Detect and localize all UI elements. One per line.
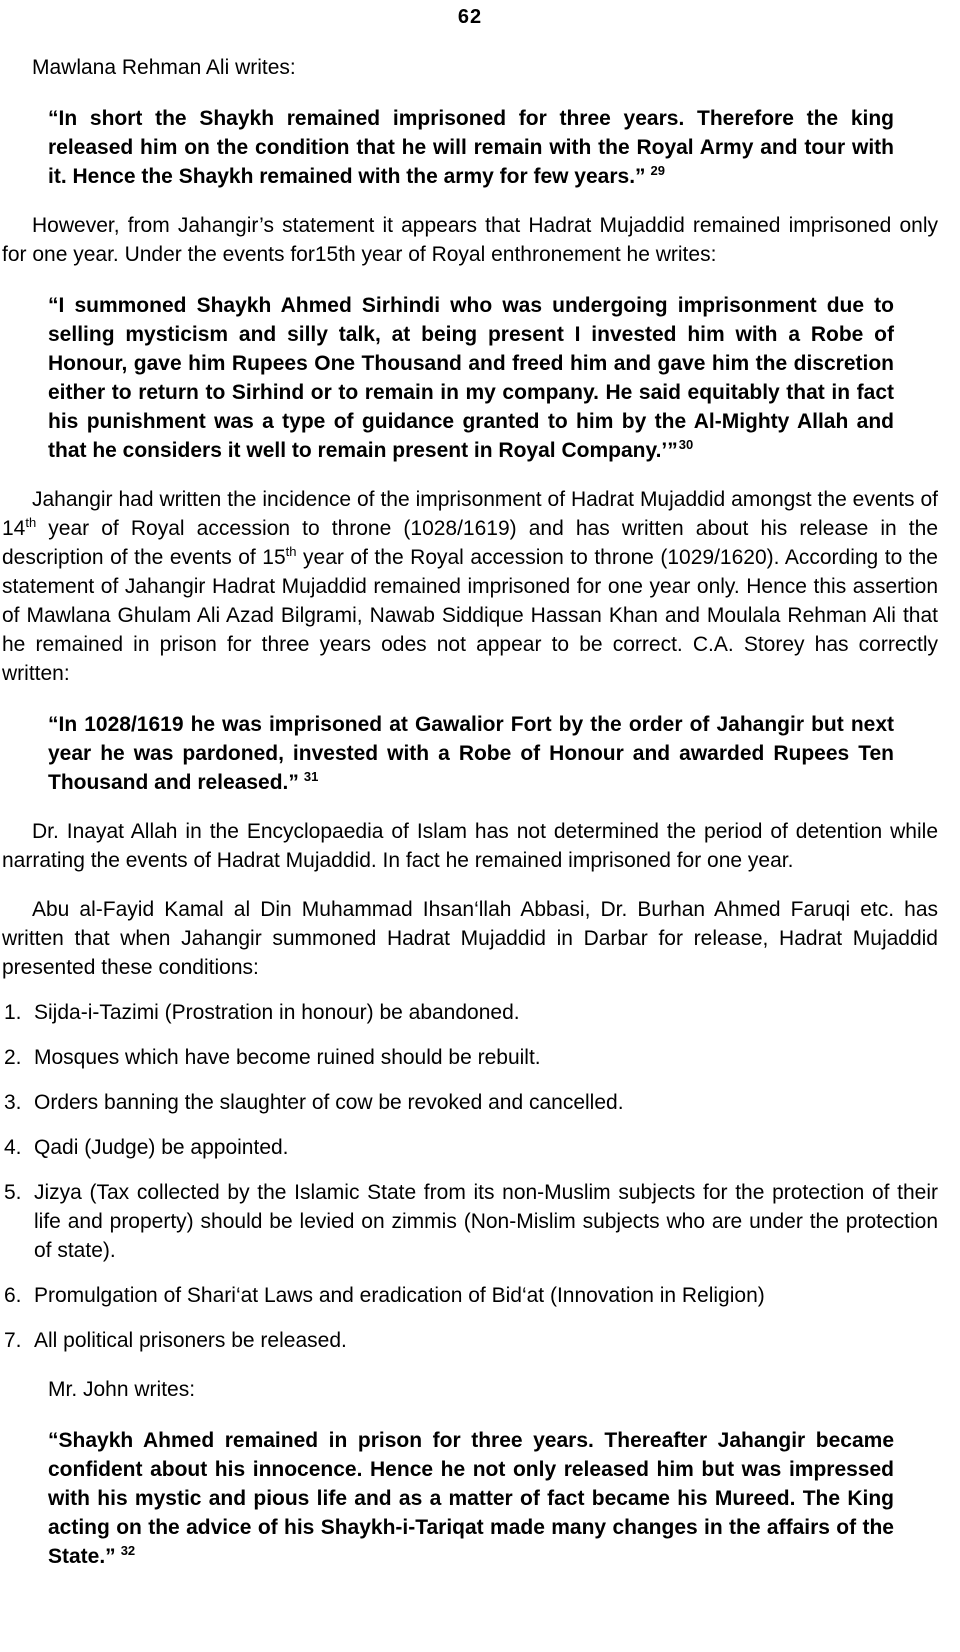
- condition-number: 5.: [4, 1181, 22, 1204]
- paragraph-jahangir-statement: However, from Jahangir’s statement it appears that Hadrat Mujaddid remained imprisoned only for one year. Under the events for15th year of Royal enthronement he writes:: [2, 214, 938, 266]
- quote-text: “In short the Shaykh remained imprisoned for three years. Therefore the king released him on the condition that he will remain with the Royal Army and tour with it. Hence the Shaykh remained with the army for few years.”: [48, 107, 894, 188]
- condition-text: All political prisoners be released.: [34, 1329, 347, 1352]
- condition-item-3: [2, 1088, 938, 1117]
- footnote-ref-31: 31: [303, 769, 319, 784]
- condition-item-6: [2, 1281, 938, 1310]
- condition-text: Sijda-i-Tazimi (Prostration in honour) be abandoned.: [34, 1001, 520, 1024]
- blockquote-jahangir: [48, 291, 894, 465]
- quote-text: “Shaykh Ahmed remained in prison for three years. Thereafter Jahangir became confident about his innocence. Hence he not only released him but was impressed with his mystic and pious life and as a matter of fact became his Mureed. The King acting on the advice of his Shaykh-i-Tariqat made many changes in the affairs of the State.”: [48, 1429, 894, 1568]
- blockquote-rehman-ali: [48, 104, 894, 191]
- quote-text: “In 1028/1619 he was imprisoned at Gawalior Fort by the order of Jahangir but next year he was pardoned, invested with a Robe of Honour and awarded Rupees Ten Thousand and released.”: [48, 713, 894, 794]
- ordinal-superscript: th: [25, 515, 37, 530]
- condition-number: 4.: [4, 1136, 22, 1159]
- condition-text: Mosques which have become ruined should be rebuilt.: [34, 1046, 541, 1069]
- condition-item-5: [2, 1178, 938, 1265]
- paragraph-segment: Jahangir had written the incidence of the imprisonment of Hadrat Mujaddid amongst the events of 14: [2, 488, 938, 540]
- condition-text: Promulgation of Shari‘at Laws and eradication of Bid‘at (Innovation in Religion): [34, 1284, 765, 1307]
- condition-number: 3.: [4, 1091, 22, 1114]
- ordinal-superscript: th: [285, 544, 297, 559]
- footnote-ref-30: 30: [678, 437, 694, 452]
- condition-number: 6.: [4, 1284, 22, 1307]
- condition-text: Jizya (Tax collected by the Islamic State from its non-Muslim subjects for the protection of their life and property) should be levied on zimmis (Non-Mislim subjects who are under the protection of state).: [34, 1181, 938, 1262]
- condition-item-7: [2, 1326, 938, 1355]
- paragraph-segment: year of Royal accession to throne (1028/1619) and has written about his release in the description of the events of 15: [2, 517, 938, 569]
- condition-item-2: [2, 1043, 938, 1072]
- condition-item-4: [2, 1133, 938, 1162]
- footnote-ref-29: 29: [650, 163, 665, 178]
- blockquote-storey: [48, 710, 894, 797]
- condition-number: 1.: [4, 1001, 22, 1024]
- paragraph-abbasi-conditions: Abu al-Fayid Kamal al Din Muhammad Ihsan‘llah Abbasi, Dr. Burhan Ahmed Faruqi etc. has written that when Jahangir summoned Hadrat Mujaddid in Darbar for release, Hadrat Mujaddid presented these conditions:: [2, 898, 938, 979]
- paragraph-segment: year of the Royal accession to throne (1029/1620). According to the statement of Jahangir Hadrat Mujaddid remained imprisoned for one year only. Hence this assertion of Mawlana Ghulam Ali Azad Bilgrami, Nawab Siddique Hassan Khan and Moulala Rehman Ali that he remained in prison for three years odes not appear to be correct. C.A. Storey has correctly written:: [2, 546, 938, 685]
- blockquote-john: [48, 1426, 894, 1571]
- condition-text: Qadi (Judge) be appointed.: [34, 1136, 289, 1159]
- footnote-ref-32: 32: [120, 1543, 136, 1558]
- paragraph-intro-rehman-ali: Mawlana Rehman Ali writes:: [32, 56, 296, 79]
- paragraph-intro-john: Mr. John writes:: [48, 1378, 196, 1401]
- conditions-list: [2, 998, 938, 1355]
- condition-item-1: [2, 998, 938, 1027]
- quote-text: “I summoned Shaykh Ahmed Sirhindi who was undergoing imprisonment due to selling mysticism and silly talk, at being present I invested him with a Robe of Honour, gave him Rupees One Thousand and freed him and gave him the discretion either to return to Sirhind or to remain in my company. He said equitably that in fact his punishment was a type of guidance granted to him by the Al-Mighty Allah and that he considers it well to remain present in Royal Company.’”: [48, 294, 894, 462]
- condition-number: 2.: [4, 1046, 22, 1069]
- paragraph-imprisonment-events: [2, 485, 938, 688]
- condition-number: 7.: [4, 1329, 22, 1352]
- page-number: 62: [457, 6, 483, 28]
- condition-text: Orders banning the slaughter of cow be revoked and cancelled.: [34, 1091, 624, 1114]
- paragraph-inayat-allah: Dr. Inayat Allah in the Encyclopaedia of Islam has not determined the period of detention while narrating the events of Hadrat Mujaddid. In fact he remained imprisoned for one year.: [2, 820, 938, 872]
